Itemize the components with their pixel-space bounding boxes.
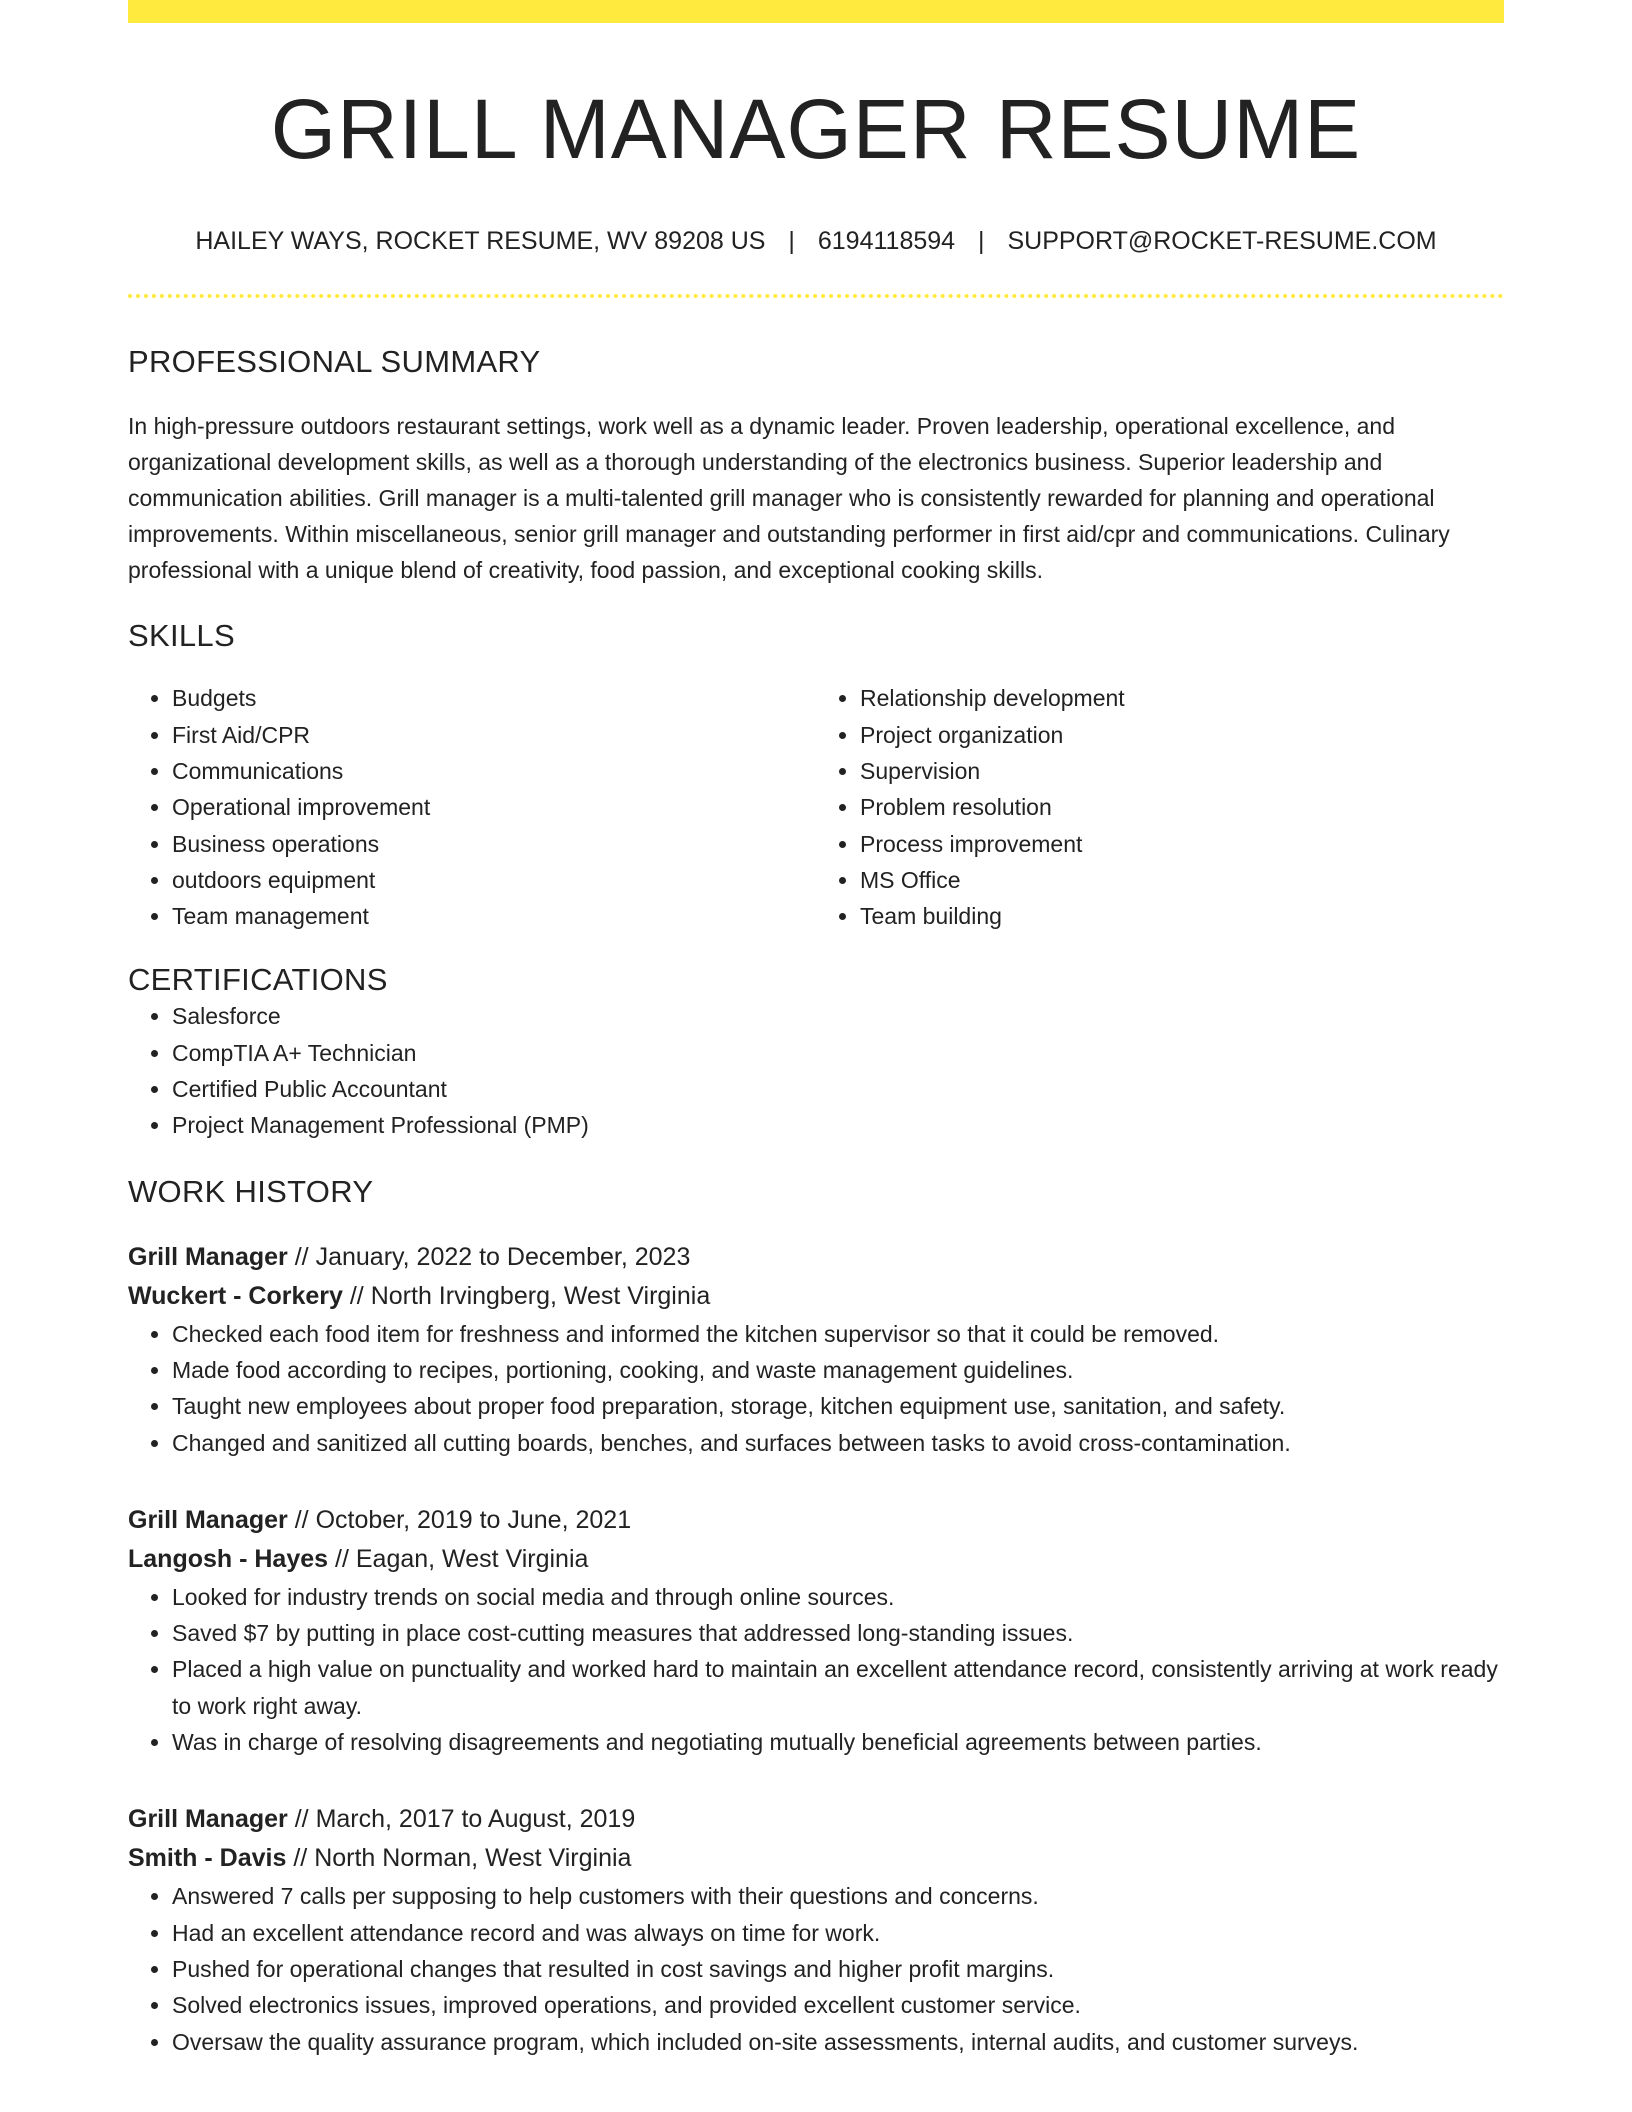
job-entry bbox=[128, 1501, 1504, 1760]
contact-phone: 6194118594 bbox=[817, 227, 956, 256]
skill-item: • Team management bbox=[172, 898, 816, 934]
skills-heading: SKILLS bbox=[128, 618, 235, 654]
job-dates: January, 2022 to December, 2023 bbox=[315, 1242, 691, 1271]
contact-line bbox=[128, 229, 1504, 254]
job-separator: // bbox=[293, 1844, 308, 1873]
job-title: Grill Manager bbox=[128, 1805, 288, 1834]
skill-item: • Project organization bbox=[860, 717, 1504, 753]
job-duty-item: • Looked for industry trends on social media and through online sources. bbox=[172, 1579, 1504, 1615]
job-duties-list bbox=[128, 1579, 1504, 1760]
job-duty-item: • Had an excellent attendance record and was always on time for work. bbox=[172, 1915, 1504, 1951]
job-title-line bbox=[128, 1800, 1504, 1839]
job-location: Eagan, West Virginia bbox=[355, 1544, 589, 1573]
summary-text: In high-pressure outdoors restaurant settings, work well as a dynamic leader. Proven leadership, operational excellence, and organizational development skills, as well as a thorough understanding of the electronics business. Superior leadership and communication abilities. Grill manager is a multi-talented grill manager who is consistently rewarded for planning and operational improvements. Within miscellaneous, senior grill manager and outstanding performer in first aid/cpr and communications. Culinary professional with a unique blend of creativity, food passion, and exceptional cooking skills. bbox=[128, 413, 1450, 584]
job-entry bbox=[128, 1238, 1504, 1461]
skills-grid bbox=[128, 680, 1504, 934]
skill-item: • outdoors equipment bbox=[172, 862, 816, 898]
skill-item: • Relationship development bbox=[860, 680, 1504, 716]
skill-item: • Problem resolution bbox=[860, 789, 1504, 825]
skill-item: • Team building bbox=[860, 898, 1504, 934]
resume-title: GRILL MANAGER RESUME bbox=[270, 82, 1362, 176]
job-duty-item: • Solved electronics issues, improved operations, and provided excellent customer service. bbox=[172, 1987, 1504, 2023]
job-separator: // bbox=[294, 1242, 309, 1271]
skills-list-left bbox=[128, 680, 816, 934]
job-dates: March, 2017 to August, 2019 bbox=[315, 1805, 636, 1834]
certification-item: • Salesforce bbox=[172, 998, 1504, 1034]
contact-separator: | bbox=[978, 227, 985, 256]
contact-separator: | bbox=[788, 227, 795, 256]
job-title: Grill Manager bbox=[128, 1505, 288, 1534]
contact-email: SUPPORT@ROCKET-RESUME.COM bbox=[1007, 227, 1437, 256]
job-title-line bbox=[128, 1501, 1504, 1540]
job-duty-item: • Taught new employees about proper food preparation, storage, kitchen equipment use, sanitation, and safety. bbox=[172, 1388, 1504, 1424]
job-separator: // bbox=[294, 1805, 309, 1834]
job-duty-item: • Was in charge of resolving disagreements and negotiating mutually beneficial agreements between parties. bbox=[172, 1724, 1504, 1760]
contact-address: HAILEY WAYS, ROCKET RESUME, WV 89208 US bbox=[195, 227, 766, 256]
job-dates: October, 2019 to June, 2021 bbox=[315, 1505, 632, 1534]
skill-item: • Business operations bbox=[172, 826, 816, 862]
job-location: North Norman, West Virginia bbox=[314, 1844, 632, 1873]
skill-item: • Process improvement bbox=[860, 826, 1504, 862]
job-duty-item: • Placed a high value on punctuality and worked hard to maintain an excellent attendance record, consistently arriving at work ready to work right away. bbox=[172, 1651, 1504, 1724]
job-duties-list bbox=[128, 1878, 1504, 2059]
job-company-line bbox=[128, 1277, 1504, 1316]
job-duty-item: • Changed and sanitized all cutting boards, benches, and surfaces between tasks to avoid cross-contamination. bbox=[172, 1425, 1504, 1461]
certifications-list bbox=[128, 998, 1504, 1143]
job-entry bbox=[128, 1800, 1504, 2059]
skills-column-right bbox=[816, 680, 1504, 934]
job-company: Wuckert - Corkery bbox=[128, 1281, 343, 1310]
dotted-divider bbox=[128, 294, 1504, 298]
job-company: Langosh - Hayes bbox=[128, 1544, 329, 1573]
skill-item: • Communications bbox=[172, 753, 816, 789]
skill-item: • Supervision bbox=[860, 753, 1504, 789]
skill-item: • First Aid/CPR bbox=[172, 717, 816, 753]
certifications-heading: CERTIFICATIONS bbox=[128, 962, 388, 998]
job-company-line bbox=[128, 1839, 1504, 1878]
certification-item: • Certified Public Accountant bbox=[172, 1071, 1504, 1107]
job-separator: // bbox=[349, 1281, 364, 1310]
job-company: Smith - Davis bbox=[128, 1844, 287, 1873]
job-duty-item: • Made food according to recipes, portioning, cooking, and waste management guidelines. bbox=[172, 1352, 1504, 1388]
job-duty-item: • Answered 7 calls per supposing to help customers with their questions and concerns. bbox=[172, 1878, 1504, 1914]
job-company-line bbox=[128, 1540, 1504, 1579]
job-duty-item: • Saved $7 by putting in place cost-cutting measures that addressed long-standing issues. bbox=[172, 1615, 1504, 1651]
job-duty-item: • Oversaw the quality assurance program, which included on-site assessments, internal audits, and customer surveys. bbox=[172, 2024, 1504, 2060]
skill-item: • Operational improvement bbox=[172, 789, 816, 825]
job-separator: // bbox=[335, 1544, 349, 1573]
job-title: Grill Manager bbox=[128, 1242, 288, 1271]
certification-item: • CompTIA A+ Technician bbox=[172, 1035, 1504, 1071]
job-separator: // bbox=[294, 1505, 309, 1534]
skill-item: • Budgets bbox=[172, 680, 816, 716]
skills-list-right bbox=[816, 680, 1504, 934]
job-location: North Irvingberg, West Virginia bbox=[370, 1281, 711, 1310]
job-duty-item: • Checked each food item for freshness and informed the kitchen supervisor so that it could be removed. bbox=[172, 1316, 1504, 1352]
work-history-heading: WORK HISTORY bbox=[128, 1173, 374, 1209]
summary-heading: PROFESSIONAL SUMMARY bbox=[128, 344, 541, 380]
certification-item: • Project Management Professional (PMP) bbox=[172, 1107, 1504, 1143]
skills-column-left bbox=[128, 680, 816, 934]
resume-page bbox=[128, 0, 1504, 2060]
job-title-line bbox=[128, 1238, 1504, 1277]
work-history-list bbox=[128, 1238, 1504, 2060]
top-accent-bar bbox=[128, 0, 1504, 23]
job-duties-list bbox=[128, 1316, 1504, 1461]
job-duty-item: • Pushed for operational changes that resulted in cost savings and higher profit margins. bbox=[172, 1951, 1504, 1987]
skill-item: • MS Office bbox=[860, 862, 1504, 898]
